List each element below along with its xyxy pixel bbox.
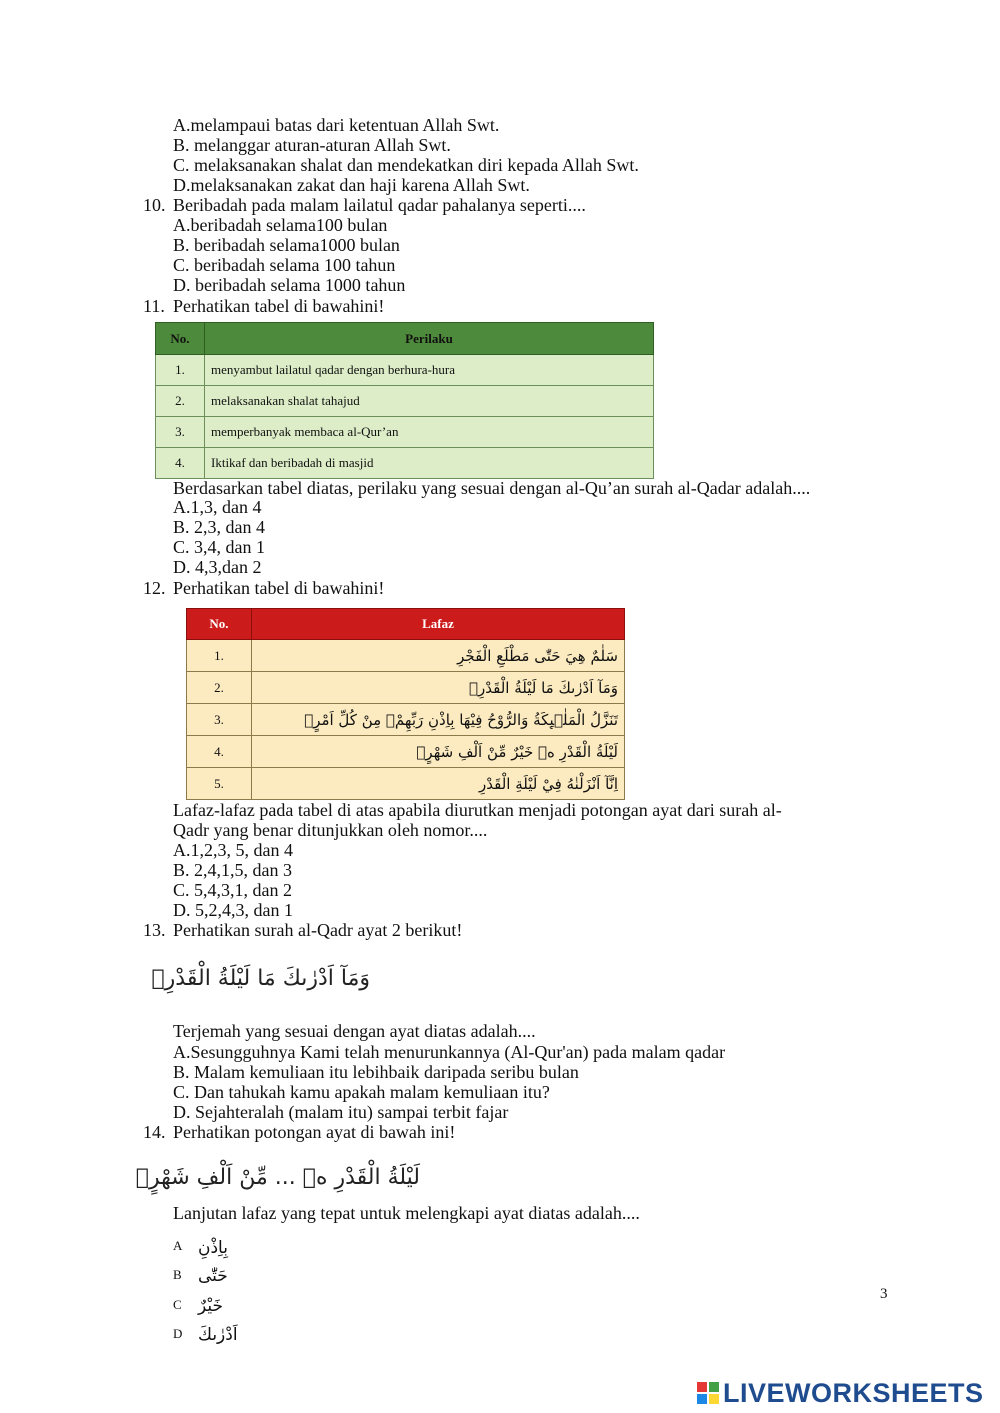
q11-option-b[interactable]: B. 2,3, dan 4 <box>173 517 265 537</box>
table-row <box>187 672 625 704</box>
q12-number: 12. <box>143 578 166 598</box>
table-row <box>187 640 625 672</box>
row-behavior: memperbanyak membaca al-Qur’an <box>205 417 654 448</box>
table-row <box>187 768 625 800</box>
q12-option-b[interactable]: B. 2,4,1,5, dan 3 <box>173 860 292 880</box>
q9-option-c[interactable]: C. melaksanakan shalat dan mendekatkan diri kepada Allah Swt. <box>173 155 639 175</box>
table-row <box>156 417 654 448</box>
q11-text: Perhatikan tabel di bawahini! <box>173 296 385 316</box>
row-number: 1. <box>187 640 252 672</box>
header-no: No. <box>187 609 252 640</box>
q14-choice-a[interactable]: بِاِذْنِ <box>198 1238 228 1258</box>
q11-option-a[interactable]: A.1,3, dan 4 <box>173 497 262 517</box>
row-behavior: Iktikaf dan beribadah di masjid <box>205 448 654 479</box>
q14-number: 14. <box>143 1122 166 1142</box>
row-lafaz: سَلٰمٌ هِيَ حَتّٰى مَطْلَعِ الْفَجْرِ <box>252 640 625 672</box>
header-perilaku: Perilaku <box>205 323 654 355</box>
logo-square-icon <box>709 1394 719 1404</box>
q14-choice-b-letter: B <box>173 1267 182 1282</box>
row-lafaz: وَمَآ اَدْرٰىكَ مَا لَيْلَةُ الْقَدْرِۗ <box>252 672 625 704</box>
q11-option-c[interactable]: C. 3,4, dan 1 <box>173 537 265 557</box>
row-behavior: menyambut lailatul qadar dengan berhura-hura <box>205 355 654 386</box>
row-number: 5. <box>187 768 252 800</box>
logo-square-icon <box>697 1394 707 1404</box>
q10-option-c[interactable]: C. beribadah selama 100 tahun <box>173 255 396 275</box>
q9-option-d[interactable]: D.melaksanakan zakat dan haji karena Allah Swt. <box>173 175 530 195</box>
q9-option-b[interactable]: B. melanggar aturan-aturan Allah Swt. <box>173 135 451 155</box>
q10-option-a[interactable]: A.beribadah selama100 bulan <box>173 215 388 235</box>
q10-option-d[interactable]: D. beribadah selama 1000 tahun <box>173 275 406 295</box>
q10-number: 10. <box>143 195 166 215</box>
row-number: 3. <box>156 417 205 448</box>
q10-text: Beribadah pada malam lailatul qadar pahalanya seperti.... <box>173 195 586 215</box>
table-header-row <box>187 609 625 640</box>
page-number: 3 <box>880 1286 888 1302</box>
row-lafaz: لَيْلَةُ الْقَدْرِ ەۙ خَيْرٌ مِّنْ اَلْفِ شَهْرٍۗ <box>252 736 625 768</box>
q14-choice-b[interactable]: حَتّٰى <box>198 1266 228 1286</box>
q14-text: Perhatikan potongan ayat di bawah ini! <box>173 1122 456 1142</box>
q11-question: Berdasarkan tabel diatas, perilaku yang sesuai dengan al-Qu’an surah al-Qadar adalah.... <box>173 478 811 498</box>
row-number: 2. <box>187 672 252 704</box>
table-header-row <box>156 323 654 355</box>
table-row <box>187 736 625 768</box>
behavior-table <box>155 322 654 479</box>
liveworksheets-watermark <box>697 1378 984 1408</box>
row-number: 4. <box>156 448 205 479</box>
row-lafaz: تَنَزَّلُ الْمَلٰۤىِٕكَةُ وَالرُّوْحُ فِيْهَا بِاِذْنِ رَبِّهِمْۚ مِنْ كُلِّ اَمْرٍۛ <box>252 704 625 736</box>
q12-text: Perhatikan tabel di bawahini! <box>173 578 385 598</box>
q13-question: Terjemah yang sesuai dengan ayat diatas adalah.... <box>173 1021 536 1041</box>
row-lafaz: اِنَّآ اَنْزَلْنٰهُ فِيْ لَيْلَةِ الْقَدْرِ <box>252 768 625 800</box>
q13-option-d[interactable]: D. Sejahteralah (malam itu) sampai terbit fajar <box>173 1102 509 1122</box>
q11-option-d[interactable]: D. 4,3,dan 2 <box>173 557 262 577</box>
q14-ayat: لَيْلَةُ الْقَدْرِ ەۙ ... مِّنْ اَلْفِ شَهْرٍۗ <box>135 1165 420 1190</box>
liveworksheets-logo-icon <box>697 1382 719 1404</box>
logo-square-icon <box>697 1382 707 1392</box>
q11-number: 11. <box>143 296 165 316</box>
q14-choice-a-letter: A <box>173 1238 183 1253</box>
q13-option-a[interactable]: A.Sesungguhnya Kami telah menurunkannya (Al-Qur'an) pada malam qadar <box>173 1042 726 1062</box>
table-row <box>156 355 654 386</box>
row-behavior: melaksanakan shalat tahajud <box>205 386 654 417</box>
row-number: 1. <box>156 355 205 386</box>
watermark-text: LIVEWORKSHEETS <box>723 1377 984 1408</box>
q13-option-b[interactable]: B. Malam kemuliaan itu lebihbaik daripada seribu bulan <box>173 1062 579 1082</box>
table-row <box>156 448 654 479</box>
q14-choice-d-letter: D <box>173 1326 183 1341</box>
q14-question: Lanjutan lafaz yang tepat untuk melengkapi ayat diatas adalah.... <box>173 1203 640 1223</box>
q12-question-line1: Lafaz-lafaz pada tabel di atas apabila diurutkan menjadi potongan ayat dari surah al- <box>173 800 782 820</box>
row-number: 2. <box>156 386 205 417</box>
q13-number: 13. <box>143 920 166 940</box>
q13-ayat: وَمَآ اَدْرٰىكَ مَا لَيْلَةُ الْقَدْرِۗ <box>151 966 370 991</box>
header-lafaz: Lafaz <box>252 609 625 640</box>
header-no: No. <box>156 323 205 355</box>
q14-choice-c[interactable]: خَيْرٌ <box>198 1296 224 1316</box>
q13-option-c[interactable]: C. Dan tahukah kamu apakah malam kemuliaan itu? <box>173 1082 550 1102</box>
q13-text: Perhatikan surah al-Qadr ayat 2 berikut! <box>173 920 463 940</box>
logo-square-icon <box>709 1382 719 1392</box>
q10-option-b[interactable]: B. beribadah selama1000 bulan <box>173 235 400 255</box>
q12-question-line2: Qadr yang benar ditunjukkan oleh nomor.... <box>173 820 488 840</box>
row-number: 4. <box>187 736 252 768</box>
q9-option-a[interactable]: A.melampaui batas dari ketentuan Allah Swt. <box>173 115 500 135</box>
q12-option-d[interactable]: D. 5,2,4,3, dan 1 <box>173 900 293 920</box>
q14-choice-c-letter: C <box>173 1297 182 1312</box>
table-row <box>187 704 625 736</box>
q12-option-c[interactable]: C. 5,4,3,1, dan 2 <box>173 880 292 900</box>
lafaz-table <box>186 608 625 800</box>
row-number: 3. <box>187 704 252 736</box>
q14-choice-d[interactable]: اَدْرٰىكَ <box>198 1325 238 1345</box>
table-row <box>156 386 654 417</box>
q12-option-a[interactable]: A.1,2,3, 5, dan 4 <box>173 840 293 860</box>
